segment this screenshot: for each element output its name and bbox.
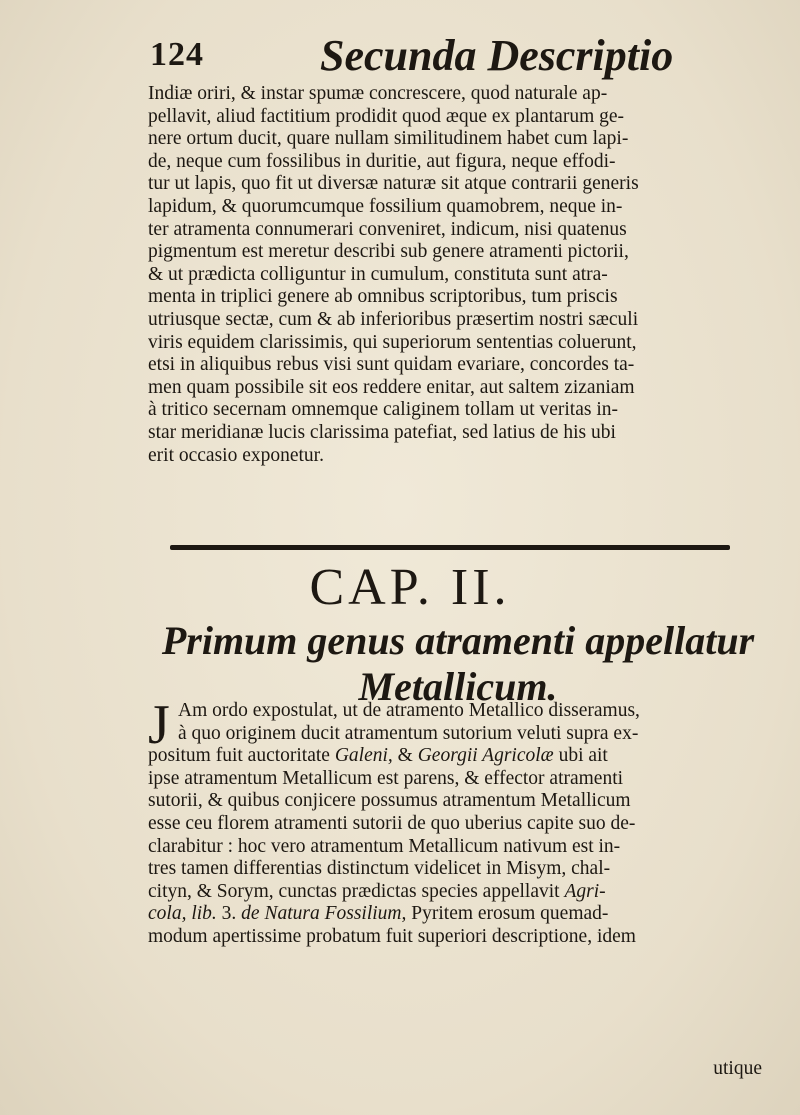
chapter-heading: CAP. II.	[309, 559, 511, 616]
text-line: men quam possibile sit eos reddere enitar, aut saltem zizaniam	[148, 376, 635, 398]
text-line: etsi in aliquibus rebus visi sunt quidam evariare, concordes ta-	[148, 354, 635, 376]
page-number: 124	[150, 36, 204, 73]
text-line: nere ortum ducit, quare nullam similitudinem habet cum lapi-	[148, 128, 629, 150]
text-line: à quo originem ducit atramentum sutorium veluti supra ex-	[178, 722, 639, 744]
text-run: ubi ait	[558, 745, 608, 767]
citation-agricola: cola, lib.	[148, 903, 217, 925]
text-line: erit occasio exponetur.	[148, 444, 324, 466]
text-line: utriusque sectæ, cum & ab inferioribus præsertim nostri sæculi	[148, 308, 639, 330]
text-line: de, neque cum fossilibus in duritie, aut figura, neque effodi-	[148, 150, 616, 172]
text-line: viris equidem clarissimis, qui superiorum sententias coluerunt,	[148, 331, 637, 353]
text-line	[148, 903, 763, 926]
catchword: utique	[713, 1058, 762, 1079]
paragraph-2	[148, 694, 763, 949]
text-line: ter atramenta connumerari conveniret, indicum, nisi quatenus	[148, 218, 627, 240]
citation-work: de Natura Fossilium,	[241, 903, 407, 925]
text-line: lapidum, & quorumcumque fossilium quamobrem, neque in-	[148, 195, 623, 217]
text-line	[148, 745, 763, 768]
text-line	[148, 881, 763, 904]
text-run: positum fuit auctoritate	[148, 745, 330, 767]
text-line: tur ut lapis, quo fit ut diversæ naturæ sit atque contrarii generis	[148, 173, 639, 195]
text-line: menta in triplici genere ab omnibus scriptoribus, tum priscis	[148, 286, 618, 308]
running-head	[150, 30, 780, 90]
text-line: tres tamen differentias distinctum videlicet in Misym, chal-	[148, 858, 611, 880]
text-line: à tritico secernam omnemque caliginem tollam ut veritas in-	[148, 399, 619, 421]
chapter-title-line-1: Primum genus atramenti appellatur	[161, 618, 755, 663]
chapter-title-line-2: Metallicum.	[358, 664, 558, 709]
citation-galen: Galeni,	[334, 745, 393, 767]
text-line: & ut prædicta colliguntur in cumulum, constituta sunt atra-	[148, 263, 608, 285]
paragraph-1	[148, 83, 763, 467]
text-line: Indiæ oriri, & instar spumæ concrescere, quod naturale ap-	[148, 83, 608, 104]
text-run: &	[397, 745, 413, 767]
citation-agricola: Georgii Agricolæ	[417, 745, 554, 767]
running-title: Secunda Descriptio	[320, 31, 674, 80]
text-line: Am ordo expostulat, ut de atramento Metallico disseramus,	[178, 700, 640, 721]
citation-agricola: Agri-	[564, 880, 606, 902]
text-line: sutorii, & quibus conjicere possumus atramentum Metallicum	[148, 790, 631, 812]
text-line: star meridianæ lucis clarissima patefiat, sed latius de his ubi	[148, 421, 616, 443]
section-divider-rule	[170, 545, 730, 550]
text-line: ipse atramentum Metallicum est parens, & effector atramenti	[148, 767, 624, 789]
text-line: pigmentum est meretur describi sub genere atramenti pictorii,	[148, 241, 629, 263]
text-line: modum apertissime probatum fuit superiori descriptione, idem	[148, 925, 636, 947]
text-line: pellavit, aliud factitium prodidit quod æque ex plantarum ge-	[148, 105, 625, 127]
drop-capital: J	[148, 694, 170, 756]
text-line: clarabitur : hoc vero atramentum Metallicum nativum est in-	[148, 835, 621, 857]
text-run: Pyritem erosum quemad-	[411, 903, 609, 925]
text-line: esse ceu florem atramenti sutorii de quo uberius capite suo de-	[148, 812, 636, 834]
text-run: cityn, & Sorym, cunctas prædictas species appellavit	[148, 880, 560, 902]
text-run: 3.	[221, 903, 237, 925]
